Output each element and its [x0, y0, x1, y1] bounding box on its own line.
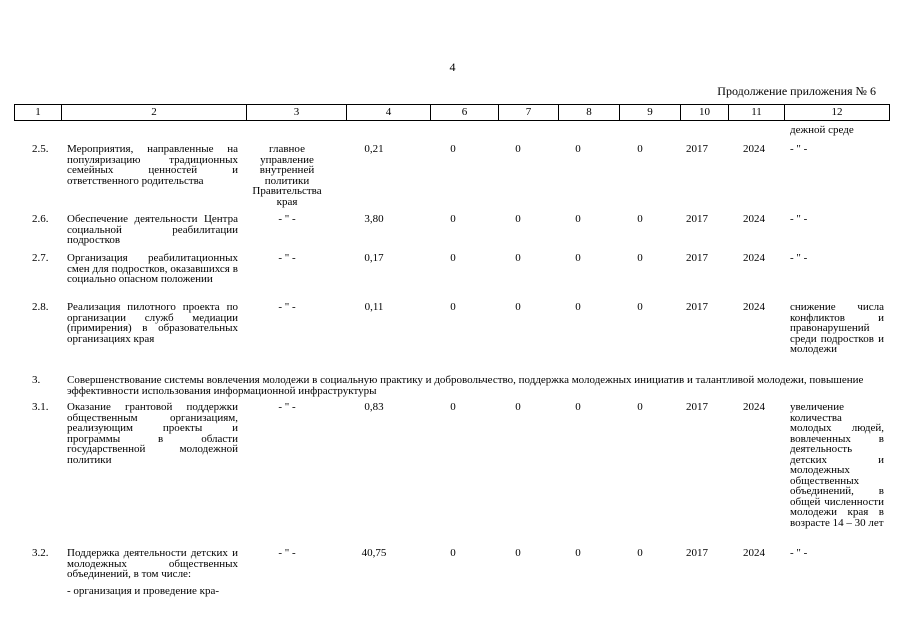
row-result: - " - — [790, 213, 808, 225]
row-number: 2.8. — [32, 301, 49, 313]
row-value-8: 0 — [575, 252, 581, 264]
row-value-6: 0 — [450, 547, 456, 559]
section-number: 3. — [32, 374, 41, 386]
row-value-6: 0 — [450, 143, 456, 155]
row-start-year: 2017 — [686, 301, 708, 313]
row-responsible: главное управление внутренней политики Правительства края — [252, 143, 322, 208]
row-value-4: 3,80 — [364, 213, 384, 225]
row-value-9: 0 — [637, 252, 643, 264]
row-responsible: - " - — [278, 547, 296, 559]
row-start-year: 2017 — [686, 143, 708, 155]
row-value-6: 0 — [450, 401, 456, 413]
row-value-6: 0 — [450, 301, 456, 313]
row-value-8: 0 — [575, 401, 581, 413]
col-header-8: 8 — [559, 105, 620, 120]
row-value-9: 0 — [637, 301, 643, 313]
row-value-7: 0 — [515, 401, 521, 413]
row-responsible: - " - — [278, 252, 296, 264]
row-number: 3.2. — [32, 547, 49, 559]
row-value-8: 0 — [575, 143, 581, 155]
row-result: - " - — [790, 547, 808, 559]
row-value-8: 0 — [575, 213, 581, 225]
row-value-9: 0 — [637, 547, 643, 559]
row-value-9: 0 — [637, 213, 643, 225]
continuation-title: Продолжение приложения № 6 — [717, 84, 876, 98]
row-value-4: 0,11 — [364, 301, 384, 313]
row-end-year: 2024 — [743, 401, 765, 413]
row-end-year: 2024 — [743, 547, 765, 559]
row-value-7: 0 — [515, 143, 521, 155]
row-value-9: 0 — [637, 143, 643, 155]
col-header-3: 3 — [247, 105, 347, 120]
row-name: Обеспечение деятельности Центра социальной реабилитации подростков — [67, 213, 238, 246]
row-name: Реализация пилотного проекта по организации служб медиации (примирения) в образовательных организациях края — [67, 301, 238, 345]
row-result: увеличение количества молодых людей, вовлеченных в деятельность детских и молодежных общественных объединений, в общей численности молодежи края в возрасте 14 – 30 лет — [790, 401, 884, 529]
row-value-8: 0 — [575, 547, 581, 559]
section-title: Совершенствование системы вовлечения молодежи в социальную практику и добровольчество, поддержка молодежных инициатив и талантливой молодежи, повышение эффективности использования информационной инфраструктуры — [67, 374, 864, 397]
table-header-row — [14, 104, 890, 121]
row-name: Мероприятия, направленные на популяризацию традиционных семейных ценностей и ответственного родительства — [67, 143, 238, 187]
row-value-8: 0 — [575, 301, 581, 313]
row-result: снижение числа конфликтов и правонарушений среди подростков и молодежи — [790, 301, 884, 355]
row-end-year: 2024 — [743, 143, 765, 155]
row-result: - " - — [790, 252, 808, 264]
col-header-12: 12 — [831, 106, 843, 118]
row-result: - " - — [790, 143, 808, 155]
col-header-10: 10 — [681, 105, 729, 120]
row-value-7: 0 — [515, 213, 521, 225]
row-value-4: 40,75 — [361, 547, 387, 559]
row-value-9: 0 — [637, 401, 643, 413]
row-number: 2.6. — [32, 213, 49, 225]
result-continuation: дежной среде — [790, 124, 854, 136]
row-number: 3.1. — [32, 401, 49, 413]
col-header-4: 4 — [347, 105, 431, 120]
col-header-7: 7 — [499, 105, 559, 120]
row-subitem: - организация и проведение кра- — [67, 585, 220, 597]
row-responsible: - " - — [278, 301, 296, 313]
row-end-year: 2024 — [743, 252, 765, 264]
row-value-4: 0,17 — [364, 252, 384, 264]
col-header-9: 9 — [620, 105, 681, 120]
row-name: Оказание грантовой поддержки общественным организациям, реализующим проекты и программы в области государственной молодежной политики — [67, 401, 238, 466]
col-header-2: 2 — [62, 105, 247, 120]
col-header-6: 6 — [431, 105, 499, 120]
row-value-7: 0 — [515, 301, 521, 313]
row-value-7: 0 — [515, 547, 521, 559]
row-end-year: 2024 — [743, 213, 765, 225]
row-number: 2.7. — [32, 252, 49, 264]
row-value-6: 0 — [450, 213, 456, 225]
row-number: 2.5. — [32, 143, 49, 155]
row-name: Поддержка деятельности детских и молодежных общественных объединений, в том числе: — [67, 547, 238, 580]
row-start-year: 2017 — [686, 401, 708, 413]
row-value-4: 0,83 — [364, 401, 384, 413]
row-start-year: 2017 — [686, 252, 708, 264]
row-name: Организация реабилитационных смен для подростков, оказавшихся в социально опасном положении — [67, 252, 238, 285]
row-responsible: - " - — [278, 401, 296, 413]
row-end-year: 2024 — [743, 301, 765, 313]
col-header-11: 11 — [729, 105, 785, 120]
row-start-year: 2017 — [686, 547, 708, 559]
row-value-4: 0,21 — [364, 143, 384, 155]
row-start-year: 2017 — [686, 213, 708, 225]
page-number: 4 — [449, 60, 456, 74]
row-value-7: 0 — [515, 252, 521, 264]
row-value-6: 0 — [450, 252, 456, 264]
row-responsible: - " - — [278, 213, 296, 225]
col-header-1: 1 — [15, 105, 62, 120]
